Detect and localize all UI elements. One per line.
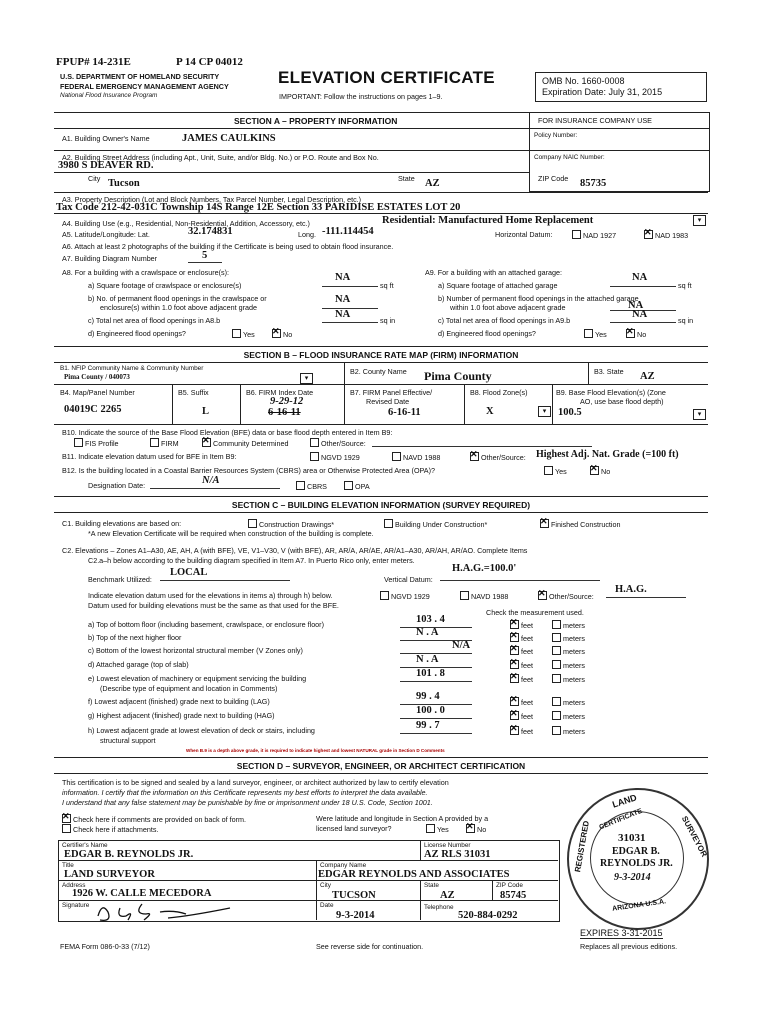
cbrs-checkbox[interactable] [296,481,305,490]
important-note: IMPORTANT: Follow the instructions on pages 1–9. [279,92,443,101]
cbrs-option[interactable] [296,481,327,491]
seal-number: 31031 [618,832,646,844]
b12-no[interactable] [590,466,610,476]
b11-value[interactable]: Highest Adj. Nat. Grade (=100 ft) [536,449,679,460]
other-checkbox[interactable] [310,438,319,447]
omb-box [535,72,707,102]
b7-label-1: B7. FIRM Panel Effective/ [350,388,433,397]
elevation-row-underline [400,733,472,734]
insurance-title: FOR INSURANCE COMPANY USE [538,116,652,125]
meters-checkbox[interactable] [552,633,561,642]
b2-label: B2. County Name [350,367,407,376]
b2-value[interactable]: Pima County [424,369,492,383]
a9c-unit: sq in [678,316,694,325]
a6-text: A6. Attach at least 2 photographs of the building if the Certificate is being used to obtain flood insurance. [62,242,394,251]
certifier-zip[interactable]: 85745 [500,890,527,901]
b11-label: B11. Indicate elevation datum used for BFE in Item B9: [62,452,237,461]
nad-1983-checkbox[interactable] [644,230,653,239]
meters-option[interactable] [552,633,585,643]
property-description[interactable]: Tax Code 212-42-031C Township 14S Range 12E Section 33 PARIDISE ESTATES LOT 20 [56,202,461,213]
meters-checkbox[interactable] [552,711,561,720]
a8d-yes-checkbox[interactable] [232,329,241,338]
b6-value-revised[interactable]: 9-29-12 [270,396,304,407]
vertical-datum-value[interactable]: H.A.G.=100.0' [452,563,517,574]
elevation-row-value[interactable]: N . A [416,627,439,638]
b3-label: B3. State [594,367,624,376]
meters-label: meters [563,712,585,721]
b1-label: B1. NFIP Community Name & Community Number [60,365,204,372]
a8b-label-1: b) No. of permanent flood openings in the crawlspace or [88,294,267,303]
feet-label: feet [521,661,533,670]
b10-label: B10. Indicate the source of the Base Flood Elevation (BFE) data or base flood depth entered in Item B9: [62,428,393,437]
seal-expires: EXPIRES 3-31-2015 [580,928,663,938]
building-use-dropdown[interactable]: ▾ [693,215,706,226]
city-label: City [88,174,101,183]
c2-line-2: C2.a–h below according to the building diagram specified in Item A7. In Puerto Rico only, enter meters. [88,556,415,565]
nad-1927-label: NAD 1927 [583,231,617,240]
b12-no-label: No [601,467,611,476]
c2-other[interactable] [538,591,594,601]
longitude-label: Long. [298,230,316,239]
c2-navd-label: NAVD 1988 [471,592,509,601]
feet-option[interactable] [510,711,533,721]
depth-note: When B.9 is a depth above grade, it is required to indicate highest and lowest NATURAL grade in Section D Comments [186,748,445,753]
see-reverse: See reverse side for continuation. [316,942,424,951]
b3-value[interactable]: AZ [640,371,655,382]
b9-dropdown[interactable]: ▾ [693,409,706,420]
attachments-check[interactable] [62,824,159,834]
c1-label: C1. Building elevations are based on: [62,519,182,528]
feet-label: feet [521,727,533,736]
meters-option[interactable] [552,646,585,656]
seal-registered: REGISTERED [573,820,591,873]
b10-community[interactable] [202,438,289,448]
certifier-name-label: Certifier's Name [62,842,108,849]
section-d-title: SECTION D – SURVEYOR, ENGINEER, OR ARCHITECT CERTIFICATION [236,761,526,771]
latlong-yes-checkbox[interactable] [426,824,435,833]
a9a-unit: sq ft [678,281,692,290]
a9d-yes[interactable] [584,329,607,339]
under-construction-checkbox[interactable] [384,519,393,528]
a9d-no-checkbox[interactable] [626,329,635,338]
section-b-title: SECTION B – FLOOD INSURANCE RATE MAP (FIRM) INFORMATION [243,350,519,360]
a7-label: A7. Building Diagram Number [62,254,158,263]
certifier-name[interactable]: EDGAR B. REYNOLDS JR. [64,849,194,860]
b6-value-original: 6-16-11 [268,407,301,418]
feet-label: feet [521,621,533,630]
b5-label: B5. Suffix [178,388,209,397]
policy-number-label: Policy Number: [534,132,578,139]
meters-checkbox[interactable] [552,674,561,683]
owner-name[interactable]: JAMES CAULKINS [182,133,276,144]
elevation-row-value[interactable]: 99 . 4 [416,691,440,702]
certifier-address[interactable]: 1926 W. CALLE MECEDORA [72,888,212,899]
zip-label: ZIP Code [538,174,569,183]
meters-checkbox[interactable] [552,697,561,706]
c1-note: *A new Elevation Certificate will be required when construction of the building is complete. [88,529,374,538]
elevation-row-label: b) Top of the next higher floor [88,633,182,642]
fis-label: FIS Profile [85,439,119,448]
b8-value[interactable]: X [486,406,494,417]
nad-1927-option[interactable] [572,230,616,240]
drawings-label: Construction Drawings* [259,520,335,529]
naic-label: Company NAIC Number: [534,154,605,161]
seal-name-2: REYNOLDS JR. [600,858,673,869]
b12-yes[interactable] [544,466,567,476]
elevation-row-value[interactable]: 103 . 4 [416,614,445,625]
a8a-value[interactable]: NA [335,272,351,283]
drawings-checkbox[interactable] [248,519,257,528]
seal-land: LAND [611,792,638,810]
a8b-label-2: enclosure(s) within 1.0 foot above adjacent grade [100,303,258,312]
b11-navd[interactable] [392,452,440,462]
section-c-title: SECTION C – BUILDING ELEVATION INFORMATION (SURVEY REQUIRED) [231,500,531,510]
b11-ngvd-label: NGVD 1929 [321,453,360,462]
elevation-row-value[interactable]: 100 . 0 [416,705,445,716]
benchmark-value[interactable]: LOCAL [170,567,208,578]
meters-option[interactable] [552,711,585,721]
b9-value[interactable]: 100.5 [558,407,582,418]
a3-label: A3. Property Description (Lot and Block Numbers, Tax Parcel Number, Legal Description, etc.) [62,195,362,204]
seal-surveyor: SURVEYOR [679,814,709,859]
cert-text-2: information. I certify that the information on this Certificate represents my best efforts to interpret the data available. [62,788,428,797]
a8d-no-checkbox[interactable] [272,329,281,338]
expiration-date: Expiration Date: July 31, 2015 [542,87,663,97]
a9d-no[interactable] [626,329,646,339]
feet-checkbox[interactable] [510,660,519,669]
feet-checkbox[interactable] [510,646,519,655]
b12-label: B12. Is the building located in a Coastal Barrier Resources System (CBRS) area or Otherwise Protected Area (OPA)? [62,466,435,475]
c2-ngvd-checkbox[interactable] [380,591,389,600]
telephone-number[interactable]: 520-884-0292 [458,910,518,921]
d-city-label: City [320,882,332,889]
company-name[interactable]: EDGAR REYNOLDS AND ASSOCIATES [318,869,510,880]
feet-checkbox[interactable] [510,633,519,642]
b10-fis[interactable] [74,438,119,448]
meters-option[interactable] [552,697,585,707]
latlong-yes[interactable] [426,824,449,834]
b9-label-2: AO, use base flood depth) [580,397,664,406]
elevation-row-label: h) Lowest adjacent grade at lowest elevation of deck or stairs, including [88,726,315,735]
a8c-unit: sq in [380,316,396,325]
seal-arizona: ARIZONA U.S.A. [611,898,667,913]
agency-dhs: U.S. DEPARTMENT OF HOMELAND SECURITY [60,72,220,81]
feet-checkbox[interactable] [510,726,519,735]
elevation-row-label: d) Attached garage (top of slab) [88,660,189,669]
agency-fema: FEDERAL EMERGENCY MANAGEMENT AGENCY [60,82,229,91]
c1-finished[interactable] [540,519,621,529]
latitude-value[interactable]: 32.174831 [188,226,233,237]
elevation-row-underline [400,681,472,682]
other-label: Other/Source: [321,439,366,448]
b4-value[interactable]: 04019C 2265 [64,404,122,415]
nad-1927-checkbox[interactable] [572,230,581,239]
a2-label: A2. Building Street Address (including Apt., Unit, Suite, and/or Bldg. No.) or P.O. Route and Box No. [62,153,379,162]
a8c-label: c) Total net area of flood openings in A8.b [88,316,221,325]
a9c-value[interactable]: NA [632,309,648,320]
elevation-row-label: g) Highest adjacent (finished) grade next to building (HAG) [88,711,275,720]
b6-label: B6. FIRM Index Date [246,388,314,397]
feet-option[interactable] [510,633,533,643]
signature-image[interactable] [90,898,240,926]
meters-label: meters [563,647,585,656]
comments-check[interactable] [62,814,246,824]
datum-label: Horizontal Datum: [495,230,553,239]
address-label: Address [62,882,86,889]
feet-option[interactable] [510,674,533,684]
certification-date[interactable]: 9-3-2014 [336,910,375,921]
c2-navd-checkbox[interactable] [460,591,469,600]
meters-label: meters [563,675,585,684]
feet-label: feet [521,675,533,684]
feet-checkbox[interactable] [510,674,519,683]
a9b-label-2: within 1.0 foot above adjacent grade [450,303,566,312]
meters-checkbox[interactable] [552,726,561,735]
a8d-label: d) Engineered flood openings? [88,329,186,338]
fpup-number: FPUP# 14-231E [56,56,131,68]
a9a-value[interactable]: NA [632,272,648,283]
a9b-label-1: b) Number of permanent flood openings in the attached garage [438,294,639,303]
a8a-unit: sq ft [380,281,394,290]
certifier-state[interactable]: AZ [440,890,455,901]
b12-yes-label: Yes [555,467,567,476]
a4-label: A4. Building Use (e.g., Residential, Non-Residential, Addition, Accessory, etc.) [62,219,310,228]
c2-other-value[interactable]: H.A.G. [615,584,647,595]
feet-option[interactable] [510,697,533,707]
a9a-label: a) Square footage of attached garage [438,281,558,290]
comments-label: Check here if comments are provided on back of form. [73,815,246,824]
latlong-question-2: licensed land surveyor? [316,824,392,833]
b10-other[interactable] [310,438,366,448]
a1-label: A1. Building Owner's Name [62,134,150,143]
a9d-yes-checkbox[interactable] [584,329,593,338]
c2-navd[interactable] [460,591,508,601]
b10-firm[interactable] [150,438,179,448]
meters-label: meters [563,698,585,707]
elevation-row-underline [400,718,472,719]
under-construction-label: Building Under Construction* [395,520,488,529]
b12-no-checkbox[interactable] [590,466,599,475]
a5-label: A5. Latitude/Longitude: Lat. [62,230,150,239]
b4-label: B4. Map/Panel Number [60,388,135,397]
state-label: State [398,174,415,183]
license-number[interactable]: AZ RLS 31031 [424,849,491,860]
meters-checkbox[interactable] [552,620,561,629]
date-label: Date [320,902,334,909]
a8d-yes-label: Yes [243,330,255,339]
feet-label: feet [521,712,533,721]
indicate-datum: Indicate elevation datum used for the elevations in items a) through h) below. [88,591,333,600]
zip-value[interactable]: 85735 [580,178,607,189]
firm-label: FIRM [161,439,179,448]
b11-navd-label: NAVD 1988 [403,453,441,462]
elevation-row-value[interactable]: N . A [416,654,439,665]
a9c-label: c) Total net area of flood openings in A9.b [438,316,571,325]
meters-label: meters [563,621,585,630]
b5-value[interactable]: L [202,406,210,417]
c2-line-1: C2. Elevations – Zones A1–A30, AE, AH, A (with BFE), VE, V1–V30, V (with BFE), AR, AR/A, AR/AE, AR/A1–A30, AR/AH, AR/AO. Complete Items [62,546,528,555]
a8b-value[interactable]: NA [335,294,351,305]
feet-label: feet [521,698,533,707]
benchmark-label: Benchmark Utilized: [88,575,152,584]
feet-option[interactable] [510,646,533,656]
c2-other-checkbox[interactable] [538,591,547,600]
a8a-label: a) Square footage of crawlspace or enclosure(s) [88,281,242,290]
seal-date: 9-3-2014 [614,872,651,883]
b12-yes-checkbox[interactable] [544,466,553,475]
b1-dropdown[interactable]: ▾ [300,373,313,384]
state-value[interactable]: AZ [425,178,440,189]
meters-checkbox[interactable] [552,646,561,655]
comments-checkbox[interactable] [62,814,71,823]
feet-option[interactable] [510,620,533,630]
meters-option[interactable] [552,620,585,630]
community-label: Community Determined [213,439,289,448]
title-label: Title [62,862,74,869]
elevation-row-value[interactable]: 101 . 8 [416,668,445,679]
meters-label: meters [563,634,585,643]
elevation-row-label: f) Lowest adjacent (finished) grade next to building (LAG) [88,697,270,706]
attachments-checkbox[interactable] [62,824,71,833]
nad-1983-option[interactable] [644,230,688,240]
finished-checkbox[interactable] [540,519,549,528]
meters-checkbox[interactable] [552,660,561,669]
datum-note: Datum used for building elevations must be the same as that used for the BFE. [88,601,339,610]
latlong-no-checkbox[interactable] [466,824,475,833]
b8-dropdown[interactable]: ▾ [538,406,551,417]
c2-ngvd-label: NGVD 1929 [391,592,430,601]
a8-label: A8. For a building with a crawlspace or enclosure(s): [62,268,229,277]
replaces-previous: Replaces all previous editions. [580,942,678,951]
a9d-label: d) Engineered flood openings? [438,329,536,338]
meters-label: meters [563,727,585,736]
finished-label: Finished Construction [551,520,621,529]
check-measurement: Check the measurement used. [486,608,584,617]
d-zip-label: ZIP Code [496,882,523,889]
a8d-no-label: No [283,330,293,339]
firm-checkbox[interactable] [150,438,159,447]
designation-value[interactable]: N/A [202,475,220,486]
nad-1983-label: NAD 1983 [655,231,689,240]
vertical-datum-label: Vertical Datum: [384,575,433,584]
telephone-label: Telephone [424,904,454,911]
feet-checkbox[interactable] [510,711,519,720]
b9-label-1: B9. Base Flood Elevation(s) (Zone [556,388,666,397]
a8d-yes[interactable] [232,329,255,339]
b11-ngvd[interactable] [310,452,360,462]
elevation-row-label: c) Bottom of the lowest horizontal structural member (V Zones only) [88,646,303,655]
b7-label-2: Revised Date [366,397,410,406]
latlong-yes-label: Yes [437,825,449,834]
seal-certificate: CERTIFICATE [598,807,644,832]
d-state-label: State [424,882,439,889]
feet-option[interactable] [510,660,533,670]
b8-label: B8. Flood Zone(s) [470,388,528,397]
latlong-no-label: No [477,825,487,834]
b11-ngvd-checkbox[interactable] [310,452,319,461]
b1-value[interactable]: Pima County / 040073 [64,373,130,381]
meters-option[interactable] [552,726,585,736]
feet-checkbox[interactable] [510,620,519,629]
a8c-value[interactable]: NA [335,309,351,320]
opa-option[interactable] [344,481,370,491]
b11-other-checkbox[interactable] [470,452,479,461]
longitude-value[interactable]: -111.114454 [322,226,374,237]
b11-other[interactable] [470,452,526,462]
street-address[interactable]: 3980 S DEAVER RD. [58,160,154,171]
latlong-no[interactable] [466,824,486,834]
row-e-subtext: (Describe type of equipment and location in Comments) [100,684,278,693]
city-value[interactable]: Tucson [108,178,140,189]
attachments-label: Check here if attachments. [73,825,159,834]
meters-option[interactable] [552,660,585,670]
elevation-row-value[interactable]: 99 . 7 [416,720,440,731]
a9d-no-label: No [637,330,647,339]
meters-label: meters [563,661,585,670]
b7-value[interactable]: 6-16-11 [388,407,421,418]
diagram-number[interactable]: 5 [202,250,208,261]
latlong-question-1: Were latitude and longitude in Section A provided by a [316,814,489,823]
permit-number: P 14 CP 04012 [176,56,243,68]
feet-label: feet [521,647,533,656]
b11-other-label: Other/Source: [481,453,526,462]
elevation-row-value[interactable]: N/A [452,640,471,651]
community-checkbox[interactable] [202,438,211,447]
a9-label: A9. For a building with an attached garage: [425,268,563,277]
row-h-subtext: structural support [100,736,156,745]
elevation-row-label: e) Lowest elevation of machinery or equipment servicing the building [88,674,307,683]
omb-number: OMB No. 1660-0008 [542,76,625,86]
c2-other-label: Other/Source: [549,592,594,601]
opa-label: OPA [355,482,370,491]
building-use[interactable]: Residential: Manufactured Home Replacement [382,215,594,226]
c1-drawings[interactable] [248,519,334,529]
program-name: National Flood Insurance Program [60,92,158,99]
fis-checkbox[interactable] [74,438,83,447]
form-title: ELEVATION CERTIFICATE [278,68,495,87]
certifier-title[interactable]: LAND SURVEYOR [64,869,155,880]
cert-text-1: This certification is to be signed and sealed by a land surveyor, engineer, or architect authorized by law to certify elevation [62,778,449,787]
c2-ngvd[interactable] [380,591,430,601]
feet-label: feet [521,634,533,643]
feet-checkbox[interactable] [510,697,519,706]
opa-checkbox[interactable] [344,481,353,490]
designation-label: Designation Date: [88,481,146,490]
a9b-value[interactable]: NA [628,300,644,311]
seal-name-1: EDGAR B. [612,846,660,857]
elevation-row-label: a) Top of bottom floor (including basement, crawlspace, or enclosure floor) [88,620,324,629]
c1-under-construction[interactable] [384,519,487,529]
license-label: License Number [424,842,471,849]
company-label: Company Name [320,862,367,869]
cbrs-label: CBRS [307,482,327,491]
cert-text-3: I understand that any false statement may be punishable by fine or imprisonment under 18 U.S. Code, Section 1001. [62,798,433,807]
section-a-title: SECTION A – PROPERTY INFORMATION [234,116,398,126]
meters-option[interactable] [552,674,585,684]
certifier-city[interactable]: TUCSON [332,890,376,901]
signature-label: Signature [62,902,90,909]
b11-navd-checkbox[interactable] [392,452,401,461]
form-number: FEMA Form 086-0-33 (7/12) [60,942,150,951]
a8d-no[interactable] [272,329,292,339]
feet-option[interactable] [510,726,533,736]
a9d-yes-label: Yes [595,330,607,339]
